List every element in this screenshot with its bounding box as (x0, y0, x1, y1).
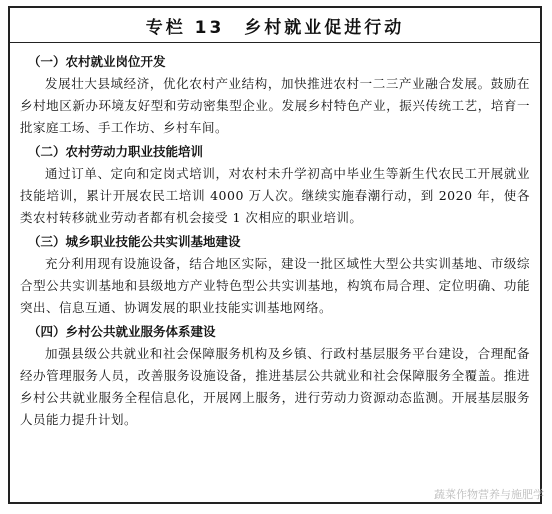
section-heading: （二）农村劳动力职业技能培训 (28, 144, 204, 159)
section-body: 充分利用现有设施设备，结合地区实际，建设一批区域性大型公共实训基地、市级综合型公共实训基地和县级地方产业特色型公共实训基地，构筑布局合理、定位明确、功能突出、信息互通、协调发展的职业技能实训基地网络。 (20, 256, 530, 315)
column-content (10, 43, 540, 431)
section-2 (20, 141, 530, 229)
section-1 (20, 51, 530, 139)
section-heading: （三）城乡职业技能公共实训基地建设 (28, 234, 241, 249)
column-title: 专栏 13 乡村就业促进行动 (10, 8, 540, 43)
section-body: 发展壮大县域经济，优化农村产业结构，加快推进农村一二三产业融合发展。鼓励在乡村地区新办环境友好型和劳动密集型企业。发展乡村特色产业，振兴传统工艺，培育一批家庭工场、手工作坊、乡村车间。 (20, 76, 530, 135)
section-3 (20, 231, 530, 319)
section-heading: （一）农村就业岗位开发 (28, 54, 166, 69)
section-body: 通过订单、定向和定岗式培训，对农村未升学初高中毕业生等新生代农民工开展就业技能培训，累计开展农民工培训 4000 万人次。继续实施春潮行动，到 2020 年，使各类农村转移就业劳动者都有机会接受 1 次相应的职业培训。 (20, 166, 530, 225)
section-heading: （四）乡村公共就业服务体系建设 (28, 324, 216, 339)
column-box (8, 6, 542, 504)
watermark-text: 蔬菜作物营养与施肥学 (434, 488, 544, 501)
section-4 (20, 321, 530, 431)
section-body: 加强县级公共就业和社会保障服务机构及乡镇、行政村基层服务平台建设，合理配备经办管理服务人员，改善服务设施设备，推进基层公共就业和社会保障服务全覆盖。推进乡村公共就业服务全程信息化，开展网上服务，进行劳动力资源动态监测。开展基层服务人员能力提升计划。 (20, 346, 530, 427)
